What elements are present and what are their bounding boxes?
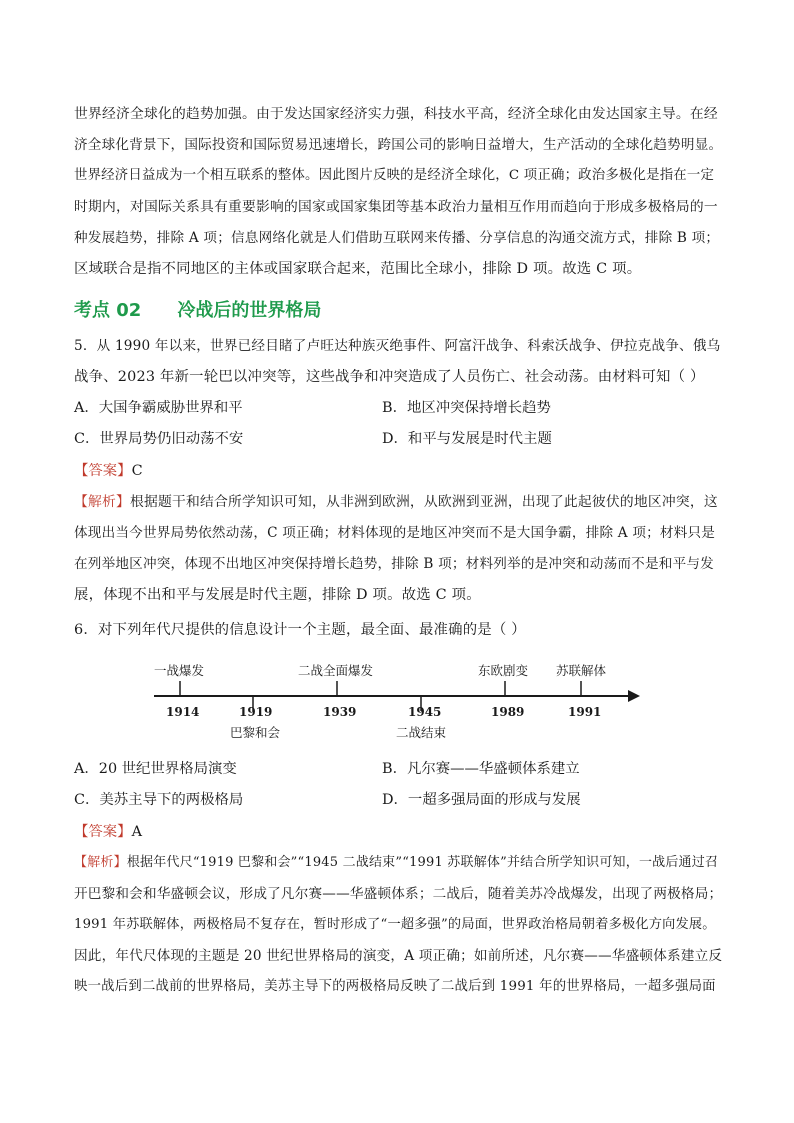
timeline [140,655,650,745]
timeline-arrow-icon [628,690,640,702]
intro-line-3: 世界经济日益成为一个相互联系的整体。因此图片反映的是经济全球化，C 项正确；政治多极化是指在一定 [74,168,715,183]
event-ww2: 二战全面爆发 [298,663,374,678]
q6-analysis-line-4: 因此，年代尺体现的主题是 20 世纪世界格局的演变，A 项正确；如前所述，凡尔赛——华盛顿体系建立反 [74,948,723,964]
event-ww1: 一战爆发 [154,663,205,678]
section-label: 考点 02 [74,300,142,321]
event-ussr: 苏联解体 [556,663,607,678]
q5-stem-line-2: 战争、2023 年新一轮巴以冲突等，这些战争和冲突造成了人员伤亡、社会动荡。由材料可知（ ） [74,369,705,385]
q5-option-a: A．大国争霸威胁世界和平 [74,400,243,416]
q6-option-b: B．凡尔赛——华盛顿体系建立 [382,761,580,777]
q6-analysis-text-1: 根据年代尺“1919 巴黎和会”“1945 二战结束”“1991 苏联解体”并结合所学知识可知，一战后通过召 [126,855,719,870]
q6-stem: 6．对下列年代尺提供的信息设计一个主题，最全面、最准确的是（ ） [74,622,526,638]
year-1919: 1919 [239,705,273,719]
event-east-europe: 东欧剧变 [478,663,529,678]
q6-analysis-line-1 [74,853,722,873]
q6-analysis-line-3: 1991 年苏联解体，两极格局不复存在，暂时形成了“一超多强”的局面，世界政治格局朝着多极化方向发展。 [74,917,716,932]
q5-analysis-line-3: 在列举地区冲突，体现不出地区冲突保持增长趋势，排除 B 项；材料列举的是冲突和动荡而不是和平与发 [74,556,714,572]
q5-stem-line-1: 5．从 1990 年以来，世界已经目睹了卢旺达种族灭绝事件、阿富汗战争、科索沃战争、伊拉克战争、俄乌 [74,338,721,354]
intro-line-1: 世界经济全球化的趋势加强。由于发达国家经济实力强，科技水平高，经济全球化由发达国家主导。在经 [74,106,718,122]
q6-analysis-line-2: 开巴黎和会和华盛顿会议，形成了凡尔赛——华盛顿体系；二战后，随着美苏冷战爆发，出现了两极格局； [74,886,723,902]
section-heading [74,296,321,322]
section-title: 冷战后的世界格局 [177,300,322,321]
q5-answer-value: C [131,463,143,479]
q5-analysis-tag: 【解析】 [74,494,130,510]
q6-answer-tag: 【答案】 [74,824,132,840]
q5-analysis-line-2: 体现出当今世界局势依然动荡，C 项正确；材料体现的是地区冲突而不是大国争霸，排除 A 项；材料只是 [74,525,716,541]
q5-answer-tag: 【答案】 [74,463,132,479]
q5-answer [74,461,143,481]
intro-line-2: 济全球化背景下，国际投资和国际贸易迅速增长，跨国公司的影响日益增大，生产活动的全球化趋势明显。 [74,137,723,153]
intro-line-4: 时期内，对国际关系具有重要影响的国家或国家集团等基本政治力量相互作用而趋向于形成多极格局的一 [74,199,718,215]
q6-option-d: D．一超多强局面的形成与发展 [382,792,581,808]
q5-analysis-text-1: 根据题干和结合所学知识可知，从非洲到欧洲，从欧洲到亚洲，出现了此起彼伏的地区冲突，这 [130,494,718,510]
intro-line-5: 种发展趋势，排除 A 项；信息网络化就是人们借助互联网来传播、分享信息的沟通交流方式，排除 B 项； [74,230,720,246]
q5-option-c: C．世界局势仍旧动荡不安 [74,431,244,447]
year-1991: 1991 [568,705,602,719]
q5-option-b: B．地区冲突保持增长趋势 [382,400,551,416]
year-1914: 1914 [166,705,200,719]
q6-answer-value: A [131,824,142,840]
year-1989: 1989 [491,705,525,719]
q5-analysis-line-1 [74,492,722,512]
year-1945: 1945 [408,705,442,719]
event-ww2-end: 二战结束 [396,725,447,740]
year-1939: 1939 [323,705,357,719]
q6-answer [74,822,142,842]
q6-option-a: A．20 世纪世界格局演变 [74,761,237,777]
intro-line-6: 区域联合是指不同地区的主体或国家联合起来，范围比全球小，排除 D 项。故选 C 项。 [74,261,642,277]
q6-analysis-tag: 【解析】 [74,855,127,870]
q5-analysis-line-4: 展，体现不出和平与发展是时代主题，排除 D 项。故选 C 项。 [74,587,481,603]
q5-option-d: D．和平与发展是时代主题 [382,431,552,447]
q6-analysis-line-5: 映一战后到二战前的世界格局，美苏主导下的两极格局反映了二战后到 1991 年的世界格局，一超多强局面 [74,979,716,994]
event-paris: 巴黎和会 [230,725,281,740]
q6-option-c: C．美苏主导下的两极格局 [74,792,244,808]
